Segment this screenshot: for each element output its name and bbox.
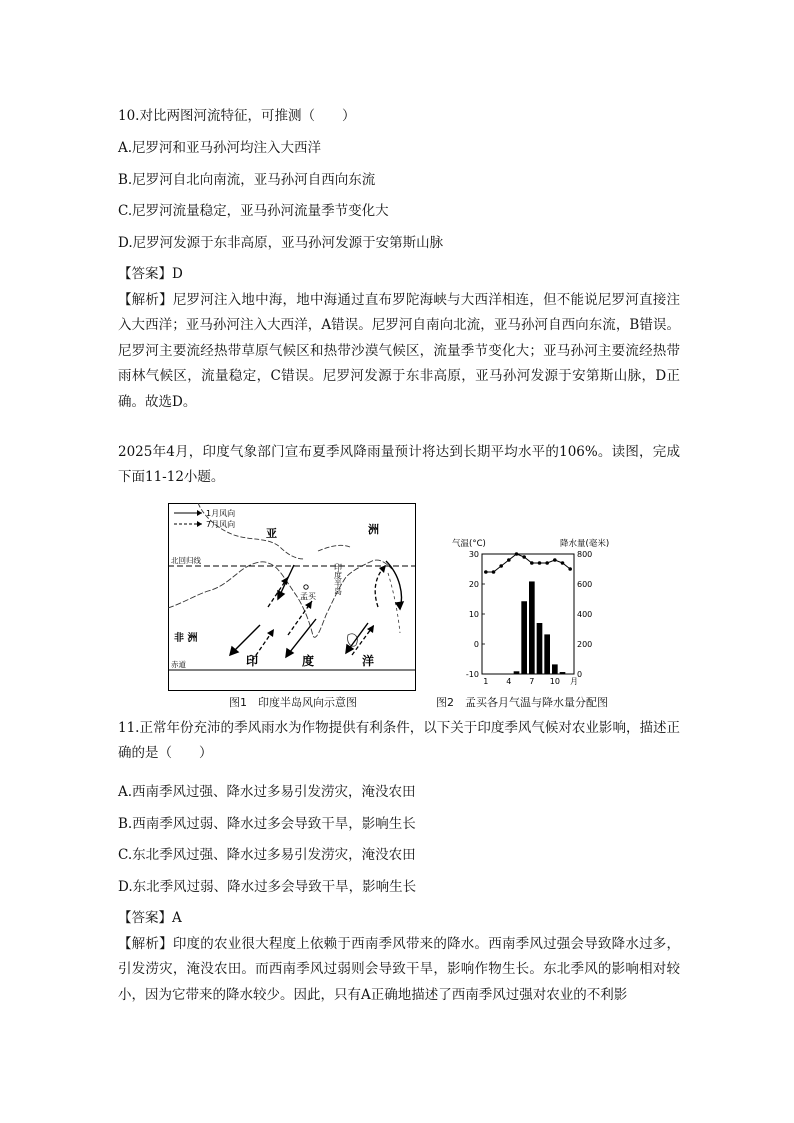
y-tick-label: -10: [465, 670, 479, 679]
label-tropic: 北回归线: [171, 556, 201, 565]
q11-option-c: C.东北季风过强、降水过多易引发涝灾，淹没农田: [118, 847, 416, 863]
intro-text: 2025年4月，印度气象部门宣布夏季风降雨量预计将达到长期平均水平的106%。读图，完成下面11-12小题。: [118, 444, 680, 486]
temperature-line: [486, 554, 570, 572]
precip-bar: [529, 581, 535, 674]
wind-map: [168, 503, 416, 691]
y-tick-label: 10: [468, 610, 479, 619]
temperature-point: [492, 570, 496, 574]
temperature-point: [545, 561, 549, 565]
q10-stem: 10.对比两图河流特征，可推测（ ）: [118, 108, 356, 124]
legend-jan-label: 1月风向: [206, 509, 236, 518]
temperature-point: [553, 558, 557, 562]
label-ocean-3: 洋: [362, 654, 375, 668]
x-tick-label: 10: [549, 677, 560, 686]
x-axis-label: 月: [570, 677, 578, 686]
y-tick-label: 20: [468, 580, 479, 589]
label-mumbai: 孟买: [300, 592, 316, 601]
q10-option-a: A.尼罗河和亚马孙河均注入大西洋: [118, 140, 322, 156]
chart-y2label: 降水量(毫米): [560, 539, 610, 549]
chart-ylabel: 气温(°C): [452, 539, 486, 549]
label-africa: 非 洲: [174, 633, 198, 644]
temperature-point: [515, 552, 519, 556]
precip-bar: [521, 601, 527, 674]
chart-frame: [482, 554, 574, 674]
temperature-point: [499, 564, 503, 568]
temperature-point: [484, 570, 488, 574]
legend-jul-label: 7月风向: [206, 520, 236, 529]
q11-stem: 11.正常年份充沛的季风雨水为作物提供有利条件，以下关于印度季风气候对农业影响，描述正确的是（ ）: [118, 720, 680, 762]
x-tick-label: 7: [529, 677, 535, 686]
y-tick-label: 0: [473, 640, 479, 649]
precip-bar: [552, 664, 558, 674]
climate-chart: [450, 532, 616, 694]
label-ocean-1: 印: [246, 654, 259, 668]
temperature-point: [561, 561, 565, 565]
y2-tick-label: 600: [577, 580, 593, 589]
temperature-point: [507, 558, 511, 562]
temperature-point: [530, 561, 534, 565]
label-asia-2: 洲: [368, 523, 379, 536]
precip-bar: [560, 672, 566, 674]
figure-2-chart: [450, 532, 616, 698]
y-tick-label: 30: [468, 550, 479, 559]
temperature-point: [522, 555, 526, 559]
temperature-point: [568, 567, 572, 571]
label-asia-1: 亚: [266, 527, 277, 540]
figure-1-caption: 图1 印度半岛风向示意图: [229, 696, 357, 709]
q11-option-a: A.西南季风过强、降水过多易引发涝灾，淹没农田: [118, 784, 416, 800]
q10-analysis: 【解析】尼罗河注入地中海，地中海通过直布罗陀海峡与大西洋相连，但不能说尼罗河直接注入大西洋；亚马孙河注入大西洋，A错误。尼罗河自南向北流，亚马孙河自西向东流，B错误。尼罗河主要流经热带草原气候区和热带沙漠气候区，流量季节变化大；亚马孙河主要流经热带雨林气候区，流量稳定，C错误。尼罗河发源于东非高原，亚马孙河发源于安第斯山脉，D正确。故选D。: [118, 292, 680, 410]
x-tick-label: 4: [506, 677, 512, 686]
figure-1-map: [168, 503, 416, 695]
temperature-point: [538, 561, 542, 565]
q11-answer: 【答案】A: [118, 910, 182, 926]
label-peninsula: 印度半岛: [333, 563, 343, 595]
q10-option-b: B.尼罗河自北向南流，亚马孙河自西向东流: [118, 172, 376, 188]
q11-option-b: B.西南季风过弱、降水过多会导致干旱，影响生长: [118, 816, 416, 832]
q10-option-c: C.尼罗河流量稳定，亚马孙河流量季节变化大: [118, 203, 389, 219]
label-ocean-2: 度: [302, 654, 315, 668]
figure-2-caption: 图2 孟买各月气温与降水量分配图: [436, 696, 608, 709]
q10-option-d: D.尼罗河发源于东非高原，亚马孙河发源于安第斯山脉: [118, 235, 444, 251]
precip-bar: [514, 671, 520, 674]
precip-bar: [544, 634, 550, 674]
q11-option-d: D.东北季风过弱、降水过多会导致干旱，影响生长: [118, 879, 417, 895]
y2-tick-label: 800: [577, 550, 593, 559]
q11-analysis: 【解析】印度的农业很大程度上依赖于西南季风带来的降水。西南季风过强会导致降水过多，引发涝灾，淹没农田。而西南季风过弱则会导致干旱，影响作物生长。东北季风的影响相对较小，因为它带来的降水较少。因此，只有A正确地描述了西南季风过强对农业的不利影: [118, 936, 680, 1003]
y2-tick-label: 0: [577, 670, 583, 679]
precip-bar: [537, 623, 543, 674]
x-tick-label: 1: [483, 677, 489, 686]
label-equator: 赤道: [171, 660, 186, 669]
q10-answer: 【答案】D: [118, 266, 183, 282]
y2-tick-label: 400: [577, 610, 593, 619]
y2-tick-label: 200: [577, 640, 593, 649]
